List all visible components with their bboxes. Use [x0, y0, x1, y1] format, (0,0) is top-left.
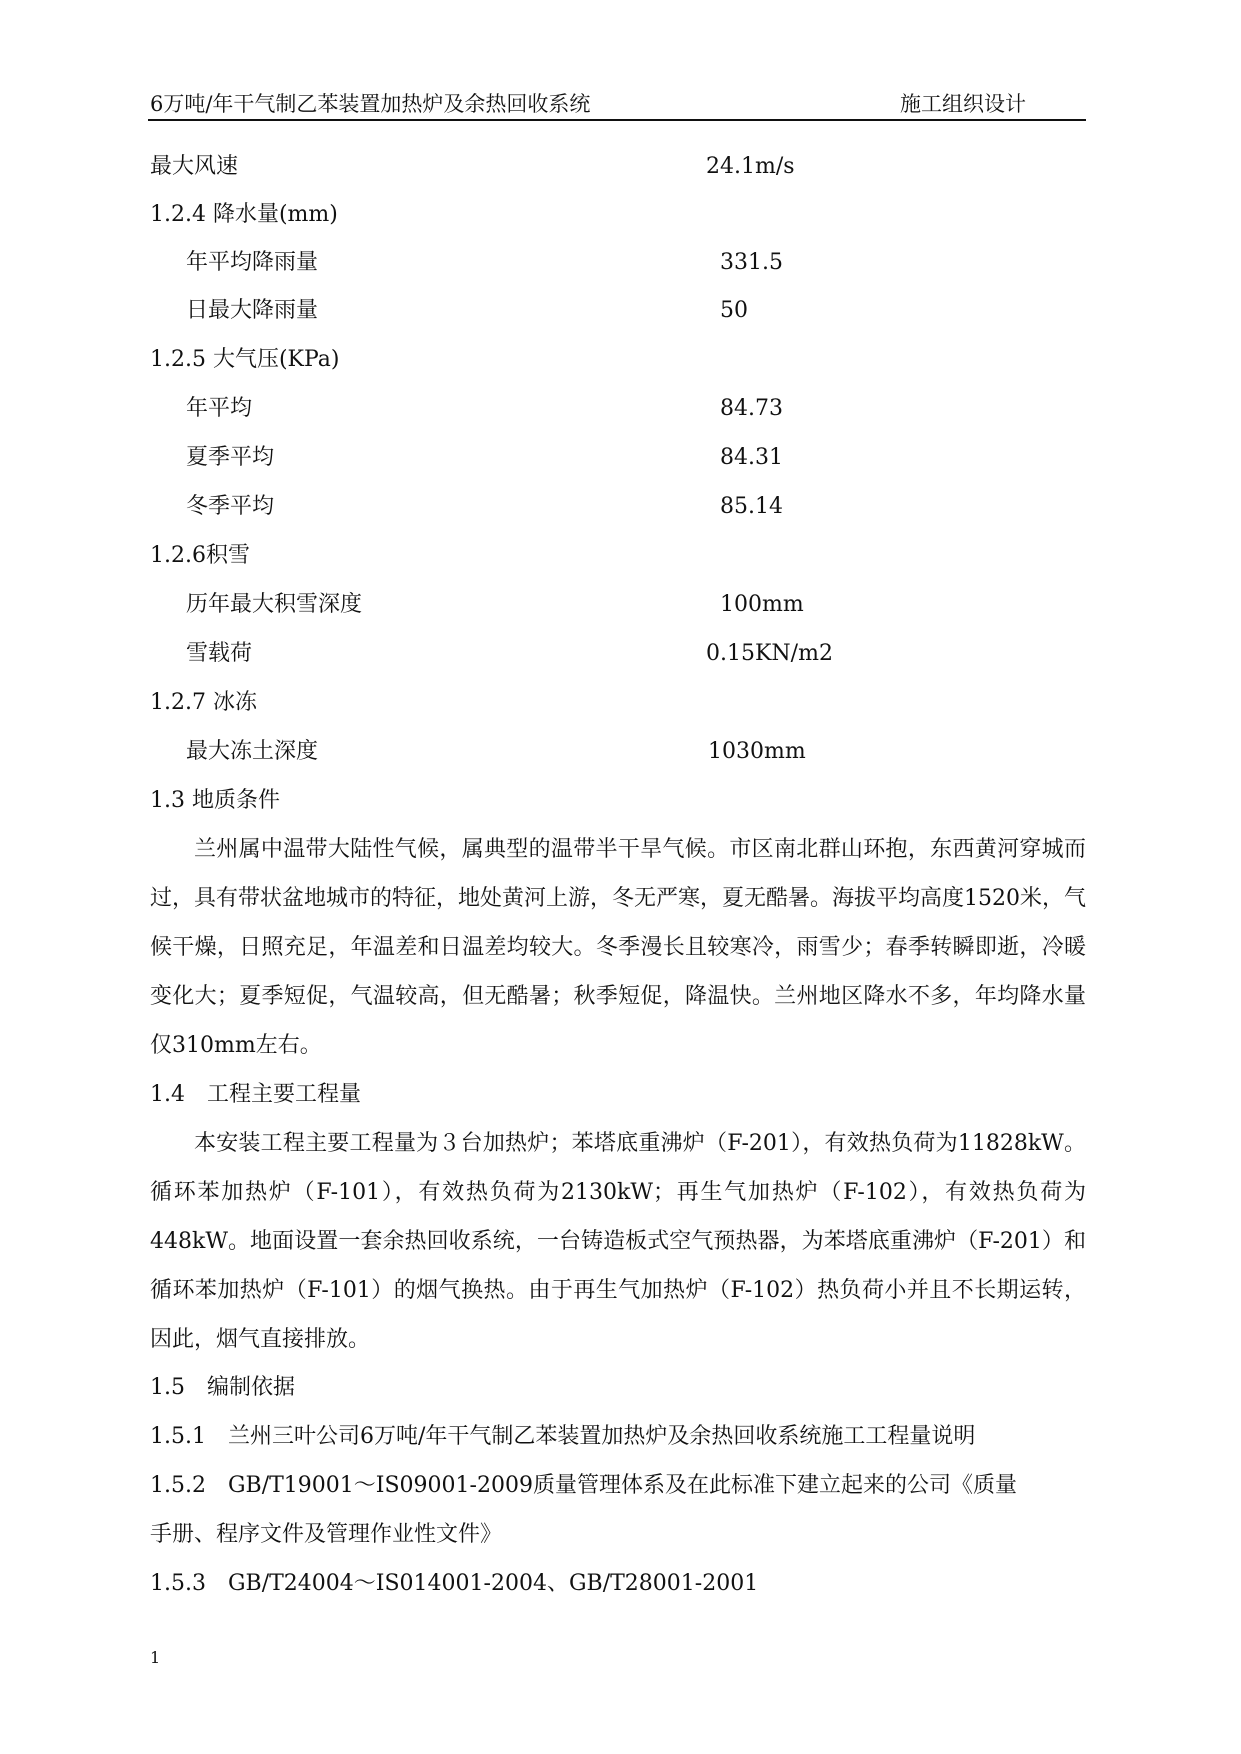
max-frost-depth-value: 1030mm	[708, 739, 806, 764]
snow-load-label: 雪载荷	[186, 641, 253, 666]
document-section: 施工组织设计	[900, 92, 1026, 116]
max-wind-value: 24.1m/s	[706, 154, 795, 179]
daily-max-rain-label: 日最大降雨量	[186, 298, 319, 323]
winter-pressure-value: 85.14	[720, 494, 783, 519]
document-title: 6万吨/年干气制乙苯装置加热炉及余热回收系统	[150, 92, 591, 116]
basis-heading: 1.5 编制依据	[150, 1375, 295, 1400]
max-snow-depth-value: 100mm	[720, 592, 804, 617]
basis-item-2-continued: 手册、程序文件及管理作业性文件》	[150, 1522, 503, 1547]
pressure-heading: 1.2.5 大气压(KPa)	[150, 347, 340, 372]
max-wind-label: 最大风速	[150, 154, 239, 179]
winter-pressure-label: 冬季平均	[186, 494, 275, 519]
snow-load-value: 0.15KN/m2	[706, 641, 833, 666]
page-number: 1	[150, 1648, 161, 1667]
geology-paragraph: 兰州属中温带大陆性气候，属典型的温带半干旱气候。市区南北群山环抱，东西黄河穿城而过，具有带状盆地城市的特征，地处黄河上游，冬无严寒，夏无酷暑。海拔平均高度1520米，气候干燥，日照充足，年温差和日温差均较大。冬季漫长且较寒冷，雨雪少；春季转瞬即逝，冷暖变化大；夏季短促，气温较高，但无酷暑；秋季短促，降温快。兰州地区降水不多，年均降水量仅310mm左右。	[150, 837, 1086, 1058]
quantities-heading: 1.4 工程主要工程量	[150, 1082, 361, 1107]
summer-pressure-value: 84.31	[720, 445, 783, 470]
max-frost-depth-label: 最大冻土深度	[186, 739, 319, 764]
quantities-paragraph: 本安装工程主要工程量为３台加热炉；苯塔底重沸炉（F-201），有效热负荷为11828kW。循环苯加热炉（F-101），有效热负荷为2130kW；再生气加热炉（F-102），有效热负荷为448kW。地面设置一套余热回收系统，一台铸造板式空气预热器，为苯塔底重沸炉（F-201）和循环苯加热炉（F-101）的烟气换热。由于再生气加热炉（F-102）热负荷小并且不长期运转，因此，烟气直接排放。	[150, 1131, 1086, 1352]
frost-heading: 1.2.7 冰冻	[150, 690, 257, 715]
max-snow-depth-label: 历年最大积雪深度	[186, 592, 363, 617]
annual-pressure-label: 年平均	[186, 396, 253, 421]
snow-heading: 1.2.6积雪	[150, 543, 250, 568]
header-divider	[148, 119, 1086, 121]
precip-heading: 1.2.4 降水量(mm)	[150, 202, 338, 227]
annual-rain-value: 331.5	[720, 250, 783, 275]
annual-pressure-value: 84.73	[720, 396, 783, 421]
daily-max-rain-value: 50	[720, 298, 748, 323]
annual-rain-label: 年平均降雨量	[186, 250, 319, 275]
basis-item-3: 1.5.3 GB/T24004～IS014001-2004、GB/T28001-2001	[150, 1571, 759, 1596]
geology-heading: 1.3 地质条件	[150, 788, 280, 813]
basis-item-1: 1.5.1 兰州三叶公司6万吨/年干气制乙苯装置加热炉及余热回收系统施工工程量说明	[150, 1424, 976, 1449]
summer-pressure-label: 夏季平均	[186, 445, 275, 470]
basis-item-2: 1.5.2 GB/T19001～IS09001-2009质量管理体系及在此标准下建立起来的公司《质量	[150, 1473, 1017, 1498]
